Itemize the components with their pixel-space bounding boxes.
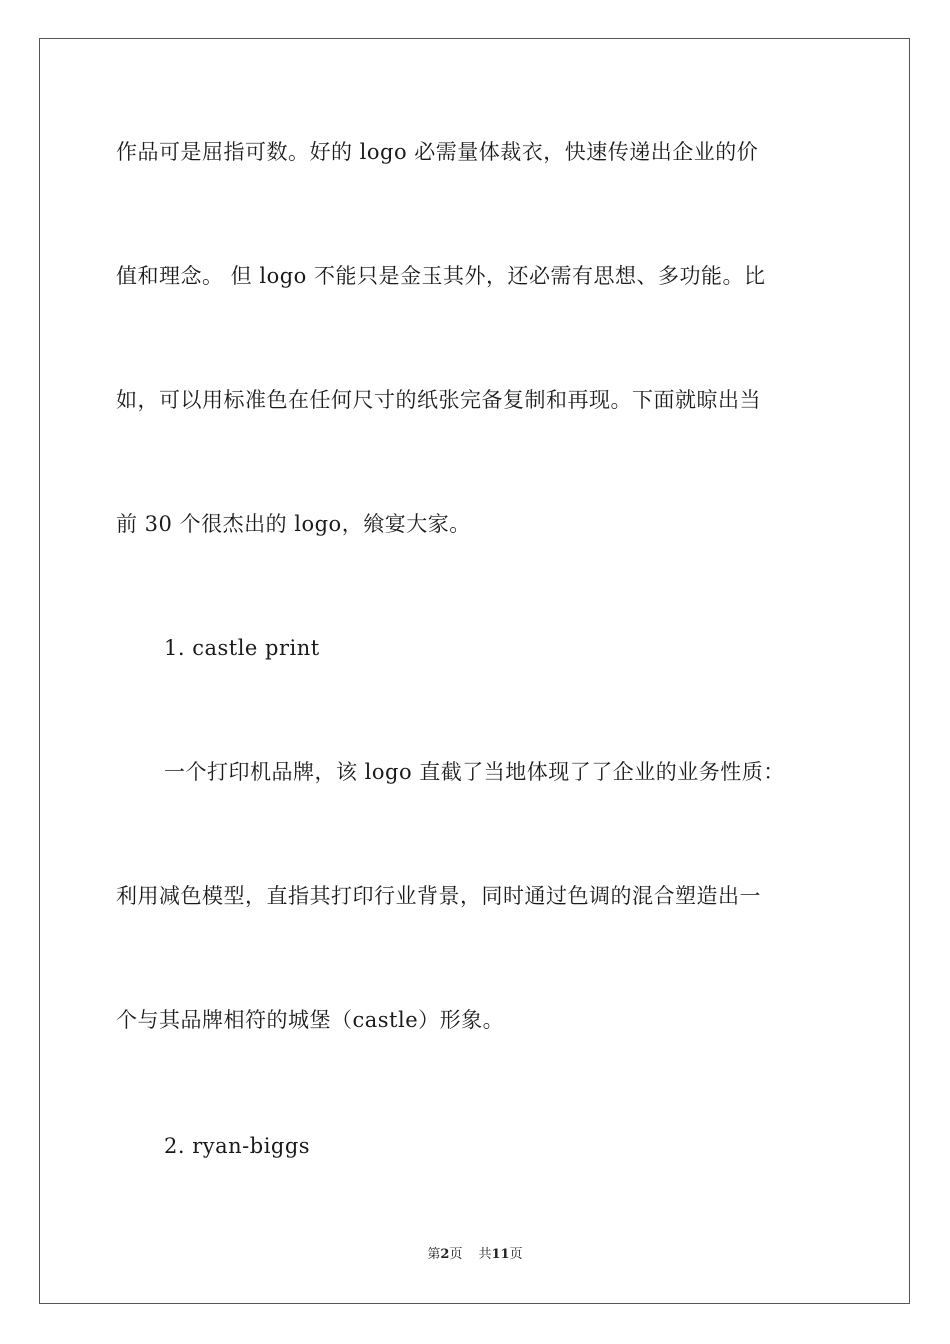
body-text-line-4: 前 30 个很杰出的 logo，飨宴大家。 <box>116 512 471 536</box>
footer-total-suffix: 页 <box>509 1247 523 1262</box>
footer-page-prefix: 第 <box>427 1247 441 1262</box>
body-text-line-7: 个与其品牌相符的城堡（castle）形象。 <box>116 1008 505 1032</box>
footer-page-number: 2 <box>440 1247 450 1262</box>
body-text-line-1: 作品可是屈指可数。好的 logo 必需量体裁衣，快速传递出企业的价 <box>116 140 759 164</box>
page-footer <box>0 1246 950 1264</box>
body-text-line-5: 一个打印机品牌，该 logo 直截了当地体现了了企业的业务性质： <box>164 760 785 784</box>
section-heading-1: 1. castle print <box>164 636 320 660</box>
footer-total-prefix: 共 <box>478 1247 492 1262</box>
body-text-line-3: 如，可以用标准色在任何尺寸的纸张完备复制和再现。下面就晾出当 <box>116 388 761 412</box>
footer-page-suffix: 页 <box>449 1247 463 1262</box>
body-text-line-2: 值和理念。 但 logo 不能只是金玉其外，还必需有思想、多功能。比 <box>116 264 766 288</box>
page-border <box>39 38 910 1304</box>
body-text-line-6: 利用减色模型，直指其打印行业背景，同时通过色调的混合塑造出一 <box>116 884 761 908</box>
footer-total-pages: 11 <box>491 1247 510 1262</box>
section-heading-2: 2. ryan-biggs <box>164 1134 311 1158</box>
